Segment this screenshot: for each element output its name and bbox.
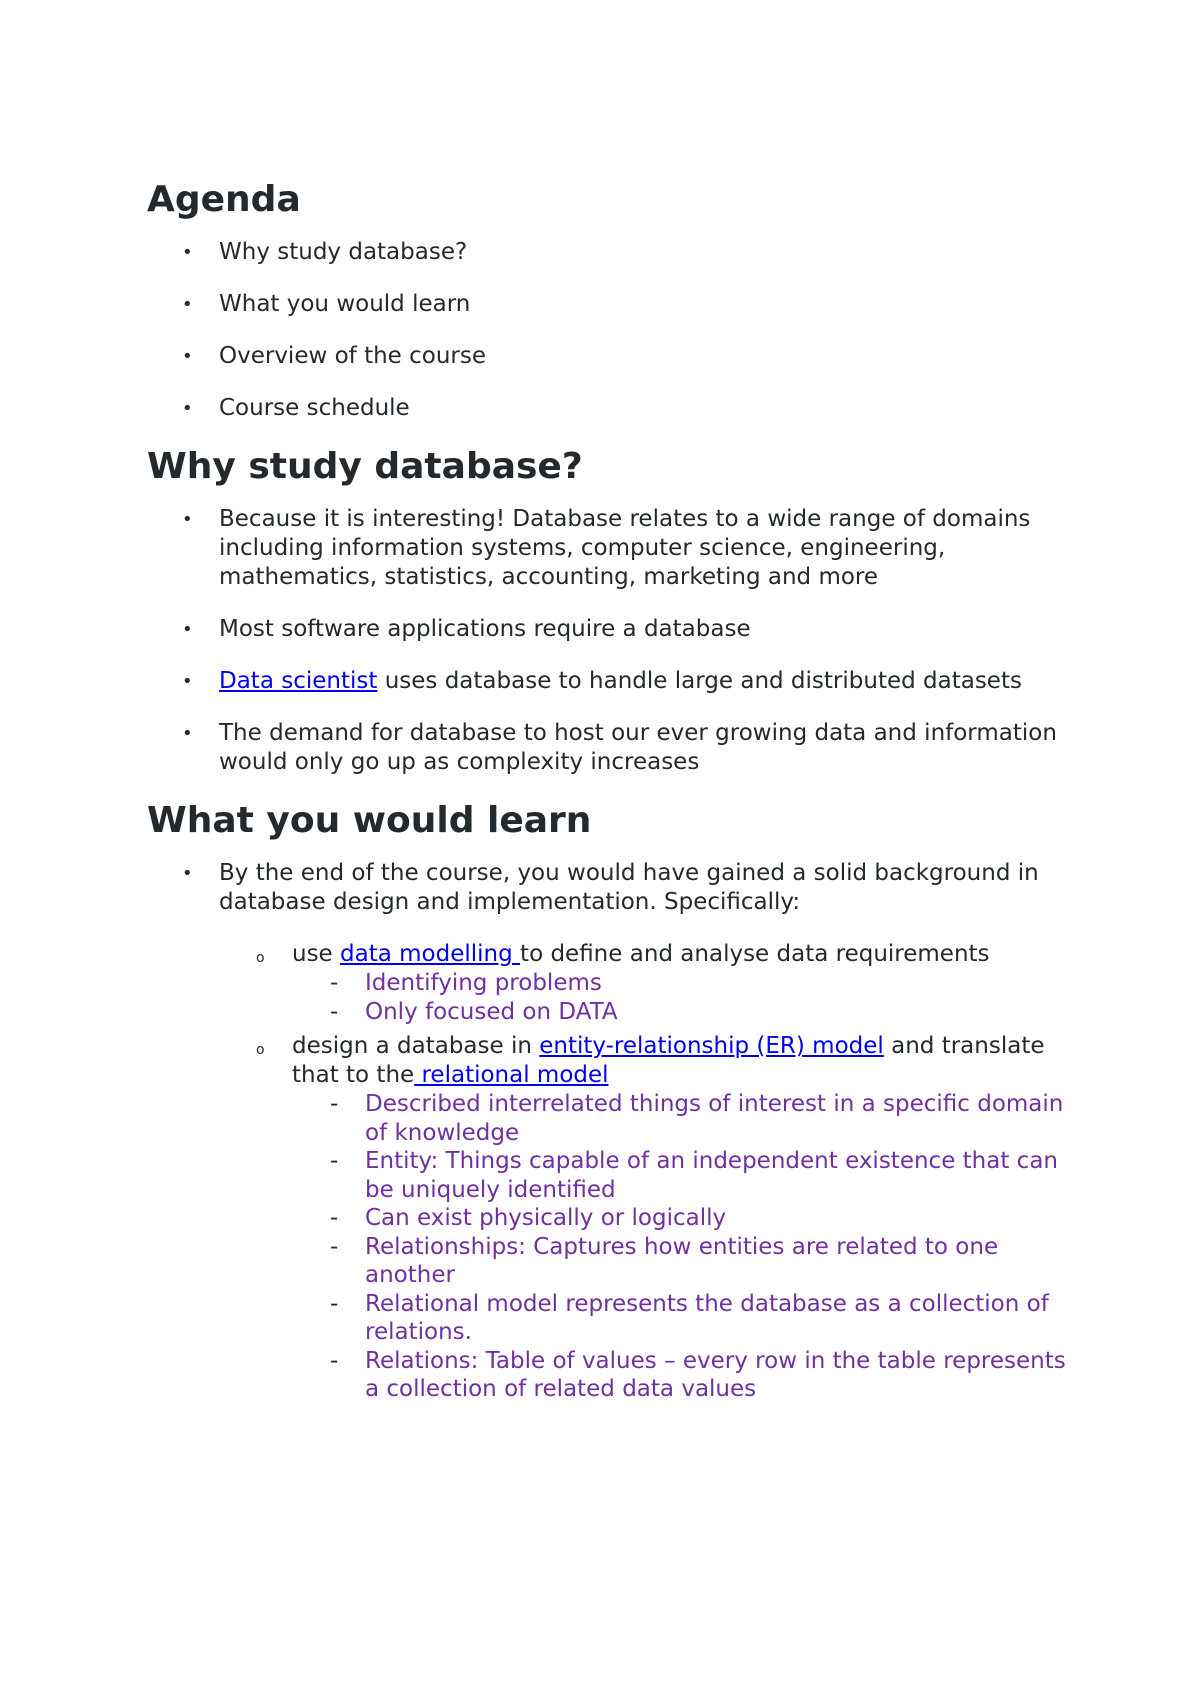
agenda-item: • Overview of the course — [182, 343, 487, 369]
learn-item: • By the end of the course, you would have gained a solid background in database design and implementation. Specifically: o use data modelling to define and analyse data requirements - Identifying problems - Only focused on DATA o design a database in entity-relationship (ER) model and translate that to the relational model - Described interrelated things of interest in a specific domain of knowledge - Entity: Things capable of an independent existence that can be uniquely identified - Can exist physically or logically - Relationships: Captures how entities are related to one another - Relational model represents the database as a collection of relations. - Relations: Table of values – every row in the table represents a collection of related data values — [147, 859, 1067, 1404]
bullet-icon: • — [182, 294, 193, 315]
learn-sublist — [147, 940, 1067, 1404]
why-list — [147, 505, 1067, 777]
bullet-icon: • — [182, 346, 193, 367]
why-item: • Data scientist uses database to handle large and distributed datasets — [182, 668, 1022, 694]
circle-bullet-icon: o — [256, 950, 265, 966]
agenda-heading: Agenda — [147, 179, 301, 220]
dash-icon: - — [330, 1347, 339, 1374]
bullet-icon: • — [182, 242, 193, 263]
note-item: - Only focused on DATA — [330, 998, 618, 1025]
bullet-icon: • — [182, 863, 193, 884]
learn-heading: What you would learn — [147, 800, 592, 841]
why-item: • Because it is interesting! Database relates to a wide range of domains including information systems, computer science, engineering, mathematics, statistics, accounting, marketing and more — [182, 506, 1031, 590]
dash-icon: - — [330, 1091, 339, 1117]
dash-icon: - — [330, 1205, 339, 1231]
learn-list — [147, 859, 1067, 1404]
data-scientist-link[interactable]: Data scientist — [219, 668, 378, 694]
note-item: - Relations: Table of values – every row in the table represents a collection of related data values — [330, 1347, 1066, 1402]
note-list — [147, 969, 1067, 1026]
dash-icon: - — [330, 970, 339, 996]
data-modelling-link[interactable]: data modelling — [340, 941, 521, 967]
learn-subitem: o use data modelling to define and analyse data requirements - Identifying problems - Only focused on DATA — [147, 940, 1067, 1026]
why-item: • Most software applications require a database — [182, 616, 751, 642]
note-item: - Relationships: Captures how entities are related to one another — [330, 1233, 999, 1288]
note-item: - Can exist physically or logically — [330, 1205, 727, 1231]
agenda-item: • What you would learn — [182, 291, 471, 317]
document-content — [147, 178, 1067, 1410]
note-list — [147, 1090, 1067, 1404]
relational-model-link[interactable]: relational model — [414, 1062, 609, 1088]
bullet-icon: • — [182, 671, 193, 692]
why-item: • The demand for database to host our ever growing data and information would only go up as complexity increases — [182, 720, 1057, 775]
dash-icon: - — [330, 1148, 339, 1174]
agenda-list — [147, 238, 1067, 423]
learn-subitem: o design a database in entity-relationship (ER) model and translate that to the relational model - Described interrelated things of interest in a specific domain of knowledge - Entity: Things capable of an independent existence that can be uniquely identified - Can exist physically or logically - Relationships: Captures how entities are related to one another - Relational model represents the database as a collection of relations. - Relations: Table of values – every row in the table represents a collection of related data values — [147, 1032, 1067, 1404]
why-heading: Why study database? — [147, 446, 583, 487]
dash-icon: - — [330, 1290, 339, 1317]
bullet-icon: • — [182, 509, 193, 530]
er-model-link[interactable]: entity-relationship (ER) model — [539, 1033, 884, 1059]
note-item: - Identifying problems — [330, 970, 602, 996]
agenda-item: • Course schedule — [182, 395, 410, 421]
note-item: - Relational model represents the database as a collection of relations. — [330, 1290, 1049, 1345]
bullet-icon: • — [182, 398, 193, 419]
circle-bullet-icon: o — [256, 1042, 265, 1058]
bullet-icon: • — [182, 723, 193, 744]
dash-icon: - — [330, 1233, 339, 1260]
note-item: - Entity: Things capable of an independent existence that can be uniquely identified — [330, 1148, 1058, 1203]
bullet-icon: • — [182, 619, 193, 640]
agenda-item: • Why study database? — [182, 239, 468, 265]
note-item: - Described interrelated things of interest in a specific domain of knowledge — [330, 1091, 1064, 1146]
dash-icon: - — [330, 998, 339, 1025]
